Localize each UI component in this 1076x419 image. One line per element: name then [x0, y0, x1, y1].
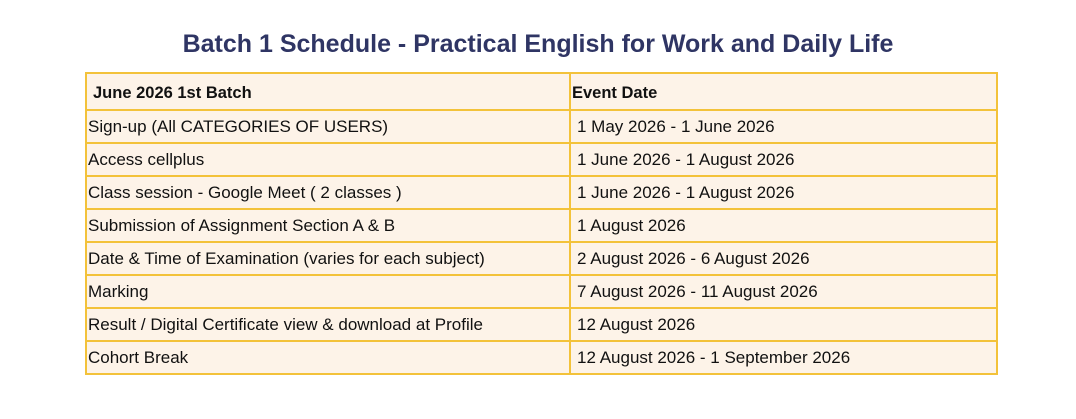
event-cell: Submission of Assignment Section A & B — [86, 209, 570, 242]
event-cell: Cohort Break — [86, 341, 570, 374]
table-row — [86, 308, 997, 341]
event-cell: Marking — [86, 275, 570, 308]
table-row — [86, 275, 997, 308]
schedule-table — [85, 72, 998, 375]
table-row — [86, 176, 997, 209]
table-row — [86, 110, 997, 143]
table-row — [86, 242, 997, 275]
date-cell: 2 August 2026 - 6 August 2026 — [570, 242, 997, 275]
table-header-row — [86, 73, 997, 110]
column-header-batch: June 2026 1st Batch — [86, 73, 570, 110]
column-header-event-date: Event Date — [570, 73, 997, 110]
date-cell: 1 May 2026 - 1 June 2026 — [570, 110, 997, 143]
date-cell: 7 August 2026 - 11 August 2026 — [570, 275, 997, 308]
event-cell: Sign-up (All CATEGORIES OF USERS) — [86, 110, 570, 143]
table-row — [86, 209, 997, 242]
table-row — [86, 143, 997, 176]
page-title: Batch 1 Schedule - Practical English for Work and Daily Life — [182, 30, 894, 58]
date-cell: 12 August 2026 — [570, 308, 997, 341]
event-cell: Access cellplus — [86, 143, 570, 176]
table-row — [86, 341, 997, 374]
event-cell: Class session - Google Meet ( 2 classes ) — [86, 176, 570, 209]
date-cell: 1 August 2026 — [570, 209, 997, 242]
date-cell: 12 August 2026 - 1 September 2026 — [570, 341, 997, 374]
event-cell: Result / Digital Certificate view & download at Profile — [86, 308, 570, 341]
date-cell: 1 June 2026 - 1 August 2026 — [570, 176, 997, 209]
date-cell: 1 June 2026 - 1 August 2026 — [570, 143, 997, 176]
event-cell: Date & Time of Examination (varies for each subject) — [86, 242, 570, 275]
